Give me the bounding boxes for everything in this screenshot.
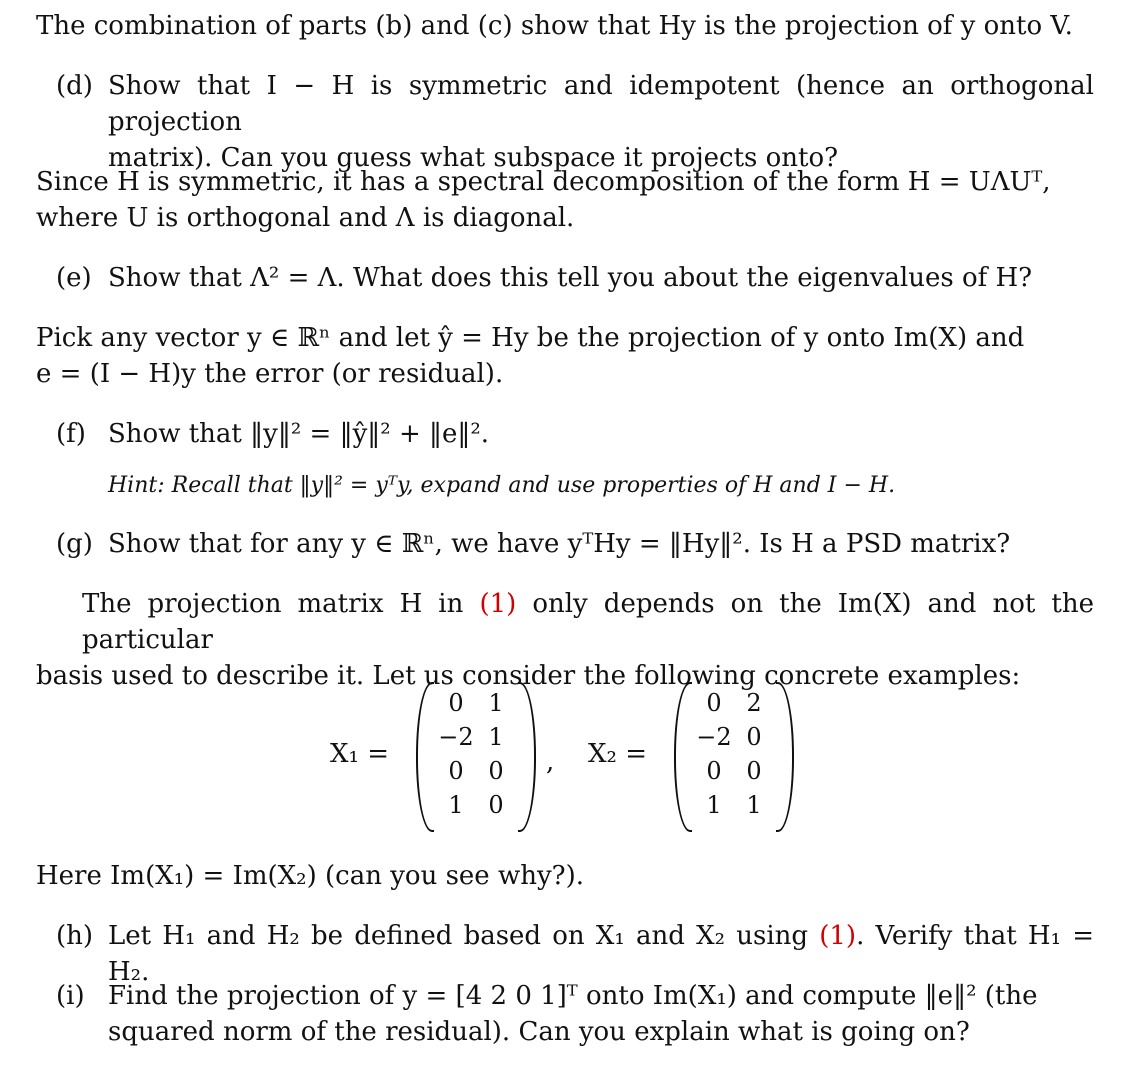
part-i: [56, 978, 1094, 1047]
part-f-hint: Hint: Recall that ‖y‖² = yᵀy, expand and use properties of H and I − H.: [108, 473, 896, 498]
part-h: [56, 918, 1094, 987]
matrix-x2-cell: 0: [706, 757, 722, 785]
matrix-x1: [416, 680, 536, 830]
part-g: [56, 526, 1094, 562]
part-d-line-2: matrix). Can you guess what subspace it projects onto?: [108, 143, 839, 173]
matrix-x2-cell: 0: [746, 723, 762, 751]
matrix-x2-cell: −2: [696, 723, 732, 751]
matrix-x2-cell: 2: [746, 689, 762, 717]
matrix-x1-cell: −2: [438, 723, 474, 751]
matrix-x1-cell: 1: [488, 689, 504, 717]
part-i-label: (i): [56, 981, 85, 1011]
pick-line-1: Pick any vector y ∈ ℝⁿ and let ŷ = Hy be the projection of y onto Im(X) and: [36, 323, 1025, 353]
part-i-line-1: Find the projection of y = [4 2 0 1]ᵀ onto Im(X₁) and compute ‖e‖² (the: [108, 981, 1038, 1011]
part-d-label: (d): [56, 71, 93, 101]
matrix-x2-left-paren: [674, 682, 692, 832]
intro-line: The combination of parts (b) and (c) show that Hy is the projection of y onto V.: [36, 11, 1073, 41]
here-line: Here Im(X₁) = Im(X₂) (can you see why?).: [36, 861, 584, 891]
part-h-label: (h): [56, 921, 94, 951]
part-g-body: Show that for any y ∈ ℝⁿ, we have yᵀHy = ‖Hy‖². Is H a PSD matrix?: [108, 529, 1011, 559]
matrix-display: [330, 680, 800, 830]
part-h-body-b: . Verify that H₁ = H₂.: [108, 921, 1094, 987]
spectral-paragraph: [36, 164, 1094, 236]
x1-label: X₁ =: [330, 739, 389, 769]
matrix-separator: ,: [546, 747, 555, 777]
matrix-x1-left-paren: [416, 682, 434, 832]
matrix-x1-right-paren: [518, 682, 536, 832]
projection-line-1: [36, 586, 1094, 658]
matrix-x1-cell: 1: [448, 791, 464, 819]
spectral-line-2: where U is orthogonal and Λ is diagonal.: [36, 203, 575, 233]
x2-label: X₂ =: [588, 739, 647, 769]
pick-line-2: e = (I − H)y the error (or residual).: [36, 359, 504, 389]
part-e-body: Show that Λ² = Λ. What does this tell you about the eigenvalues of H?: [108, 263, 1033, 293]
matrix-x2: [674, 680, 794, 830]
part-e-label: (e): [56, 263, 92, 293]
matrix-x2-cell: 1: [706, 791, 722, 819]
matrix-x1-cell: 0: [488, 791, 504, 819]
spectral-line-1: Since H is symmetric, it has a spectral decomposition of the form H = UΛUᵀ,: [36, 167, 1051, 197]
part-e: [56, 260, 1094, 296]
part-d: [56, 68, 1094, 173]
part-g-label: (g): [56, 529, 93, 559]
matrix-x1-cell: 1: [488, 723, 504, 751]
part-f: [56, 416, 1094, 452]
matrix-x1-cell: 0: [448, 757, 464, 785]
projection-line-1a: The projection matrix H in: [82, 589, 480, 619]
projection-line-1b: only depends on the Im(X) and not the particular: [82, 589, 1094, 655]
part-f-label: (f): [56, 419, 86, 449]
pick-paragraph: [36, 320, 1094, 392]
matrix-x1-cell: 0: [448, 689, 464, 717]
part-f-body: Show that ‖y‖² = ‖ŷ‖² + ‖e‖².: [108, 419, 490, 449]
matrix-x2-cell: 0: [746, 757, 762, 785]
part-i-body: [108, 978, 1094, 1050]
matrix-x2-right-paren: [776, 682, 794, 832]
part-d-line-1: Show that I − H is symmetric and idempotent (hence an orthogonal projection: [108, 71, 1094, 137]
part-h-body-a: Let H₁ and H₂ be defined based on X₁ and X₂ using: [108, 921, 820, 951]
matrix-x2-cell: 1: [746, 791, 762, 819]
equation-ref-1[interactable]: (1): [479, 589, 517, 619]
part-i-line-2: squared norm of the residual). Can you explain what is going on?: [108, 1017, 970, 1047]
equation-ref-2[interactable]: (1): [819, 921, 857, 951]
projection-line-2: basis used to describe it. Let us consider the following concrete examples:: [36, 661, 1021, 691]
matrix-x2-cell: 0: [706, 689, 722, 717]
matrix-x1-cell: 0: [488, 757, 504, 785]
part-d-body: [108, 68, 1094, 176]
projection-paragraph: [36, 586, 1094, 694]
